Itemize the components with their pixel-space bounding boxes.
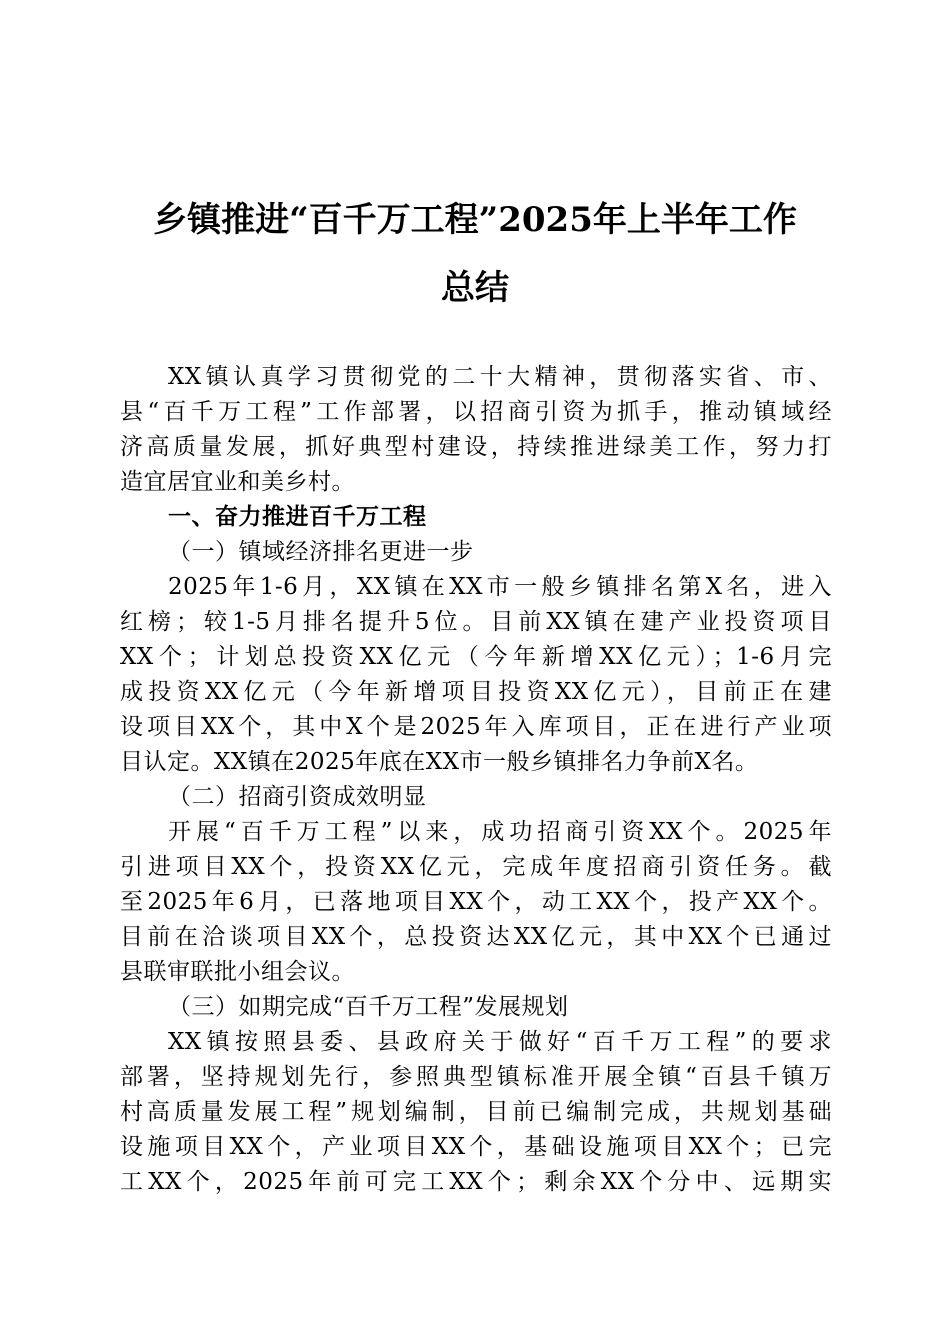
- paragraph-line: 成投资XX亿元（今年新增项目投资XX亿元），目前正在建: [120, 679, 832, 705]
- paragraph-line: 村高质量发展工程”规划编制，目前已编制完成，共规划基础: [120, 1099, 832, 1125]
- paragraph-line: 目前在洽谈项目XX个，总投资达XX亿元，其中XX个已通过: [120, 924, 832, 950]
- paragraph-line: 红榜；较1-5月排名提升5位。目前XX镇在建产业投资项目: [120, 609, 832, 635]
- subsection-heading: （三）如期完成“百千万工程”发展规划: [168, 994, 569, 1020]
- paragraph-line: 设施项目XX个，产业项目XX个，基础设施项目XX个；已完: [120, 1134, 832, 1160]
- paragraph-line: 造宜居宜业和美乡村。: [120, 469, 355, 495]
- paragraph-line: 工XX个，2025年前可完工XX个；剩余XX个分中、远期实: [120, 1169, 832, 1195]
- paragraph-line: 目认定。XX镇在2025年底在XX市一般乡镇排名力争前X名。: [120, 749, 759, 775]
- paragraph-line: 县联审联批小组会议。: [120, 959, 355, 985]
- paragraph-line: 2025年1-6月，XX镇在XX市一般乡镇排名第X名，进入: [168, 574, 832, 600]
- paragraph-line: 济高质量发展，抓好典型村建设，持续推进绿美工作，努力打: [120, 434, 832, 460]
- subsection-heading: （二）招商引资成效明显: [168, 784, 427, 810]
- paragraph-line: 部署，坚持规划先行，参照典型镇标准开展全镇“百县千镇万: [120, 1064, 832, 1090]
- section-heading: 一、奋力推进百千万工程: [168, 504, 427, 530]
- paragraph-line: 开展“百千万工程”以来，成功招商引资XX个。2025年: [168, 819, 832, 845]
- paragraph-line: XX镇按照县委、县政府关于做好“百千万工程”的要求: [168, 1029, 832, 1055]
- document-body: [120, 360, 832, 1200]
- paragraph-line: XX镇认真学习贯彻党的二十大精神，贯彻落实省、市、: [168, 364, 832, 390]
- document-title-line-1: 乡镇推进“百千万工程”2025年上半年工作: [153, 200, 797, 240]
- paragraph-line: 引进项目XX个，投资XX亿元，完成年度招商引资任务。截: [120, 854, 832, 880]
- paragraph-line: 设项目XX个，其中X个是2025年入库项目，正在进行产业项: [120, 714, 832, 740]
- subsection-heading: （一）镇域经济排名更进一步: [168, 539, 474, 565]
- paragraph-line: 至2025年6月，已落地项目XX个，动工XX个，投产XX个。: [120, 889, 832, 915]
- paragraph-line: XX个；计划总投资XX亿元（今年新增XX亿元）；1-6月完: [120, 644, 832, 670]
- paragraph-line: 县“百千万工程”工作部署，以招商引资为抓手，推动镇域经: [120, 399, 832, 425]
- document-title-line-2: 总结: [441, 268, 509, 308]
